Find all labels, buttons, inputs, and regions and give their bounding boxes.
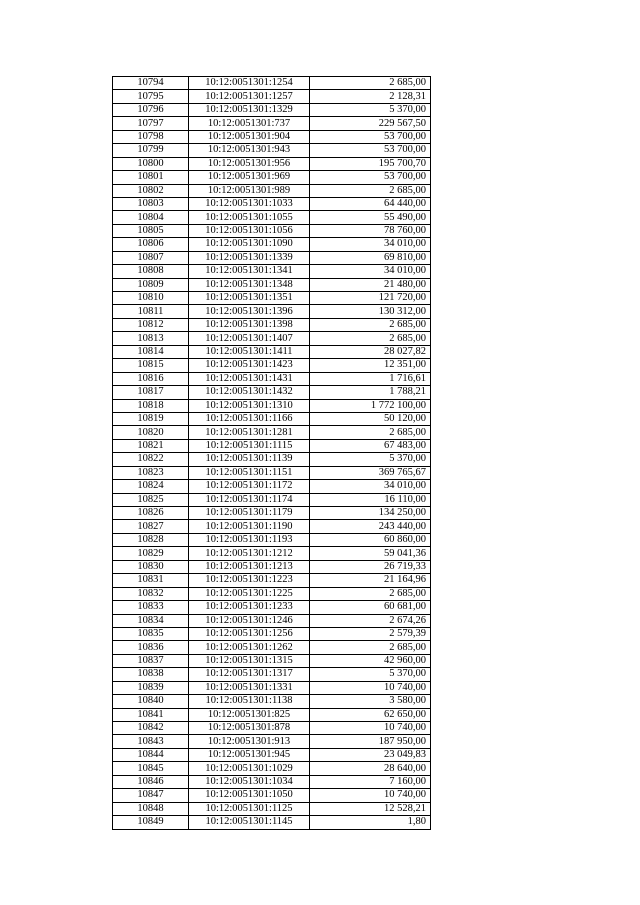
table-row	[113, 507, 431, 520]
table-row	[113, 318, 431, 331]
table-row	[113, 144, 431, 157]
cadastral-number-cell: 10:12:0051301:1348	[189, 278, 310, 291]
cadastral-number-cell: 10:12:0051301:1341	[189, 265, 310, 278]
table-row	[113, 789, 431, 802]
row-number-cell: 10833	[113, 601, 189, 614]
cadastral-number-cell: 10:12:0051301:1055	[189, 211, 310, 224]
row-number-cell: 10819	[113, 412, 189, 425]
cadastral-number-cell: 10:12:0051301:1246	[189, 614, 310, 627]
value-cell: 34 010,00	[310, 238, 431, 251]
value-cell: 59 041,36	[310, 547, 431, 560]
cadastral-number-cell: 10:12:0051301:1139	[189, 453, 310, 466]
value-cell: 2 579,39	[310, 627, 431, 640]
table-row	[113, 439, 431, 452]
table-row	[113, 251, 431, 264]
cadastral-number-cell: 10:12:0051301:1431	[189, 372, 310, 385]
cadastral-number-cell: 10:12:0051301:1331	[189, 681, 310, 694]
table-row	[113, 493, 431, 506]
row-number-cell: 10849	[113, 816, 189, 829]
value-cell: 10 740,00	[310, 681, 431, 694]
cadastral-number-cell: 10:12:0051301:1056	[189, 224, 310, 237]
cadastral-number-cell: 10:12:0051301:1396	[189, 305, 310, 318]
value-cell: 42 960,00	[310, 654, 431, 667]
table-row	[113, 722, 431, 735]
row-number-cell: 10831	[113, 574, 189, 587]
value-cell: 34 010,00	[310, 265, 431, 278]
row-number-cell: 10844	[113, 748, 189, 761]
value-cell: 229 567,50	[310, 117, 431, 130]
row-number-cell: 10808	[113, 265, 189, 278]
cadastral-number-cell: 10:12:0051301:1233	[189, 601, 310, 614]
table-row	[113, 211, 431, 224]
row-number-cell: 10815	[113, 359, 189, 372]
cadastral-number-cell: 10:12:0051301:1315	[189, 654, 310, 667]
row-number-cell: 10830	[113, 560, 189, 573]
table-row	[113, 278, 431, 291]
table-row	[113, 399, 431, 412]
cadastral-number-cell: 10:12:0051301:1145	[189, 816, 310, 829]
row-number-cell: 10803	[113, 197, 189, 210]
value-cell: 53 700,00	[310, 171, 431, 184]
value-cell: 23 049,83	[310, 748, 431, 761]
row-number-cell: 10828	[113, 533, 189, 546]
value-cell: 12 528,21	[310, 802, 431, 815]
table-row	[113, 372, 431, 385]
table-row	[113, 681, 431, 694]
table-row	[113, 453, 431, 466]
table-row	[113, 574, 431, 587]
table-row	[113, 157, 431, 170]
cadastral-number-cell: 10:12:0051301:989	[189, 184, 310, 197]
row-number-cell: 10818	[113, 399, 189, 412]
row-number-cell: 10829	[113, 547, 189, 560]
row-number-cell: 10845	[113, 762, 189, 775]
value-cell: 26 719,33	[310, 560, 431, 573]
value-cell: 62 650,00	[310, 708, 431, 721]
table-row	[113, 762, 431, 775]
value-cell: 34 010,00	[310, 480, 431, 493]
cadastral-number-cell: 10:12:0051301:1033	[189, 197, 310, 210]
cadastral-number-cell: 10:12:0051301:1166	[189, 412, 310, 425]
row-number-cell: 10798	[113, 130, 189, 143]
cadastral-number-cell: 10:12:0051301:1339	[189, 251, 310, 264]
table-row	[113, 480, 431, 493]
row-number-cell: 10820	[113, 426, 189, 439]
table-row	[113, 614, 431, 627]
cadastral-number-cell: 10:12:0051301:825	[189, 708, 310, 721]
row-number-cell: 10817	[113, 386, 189, 399]
value-cell: 5 370,00	[310, 668, 431, 681]
table-row	[113, 359, 431, 372]
value-cell: 53 700,00	[310, 144, 431, 157]
cadastral-number-cell: 10:12:0051301:1317	[189, 668, 310, 681]
value-cell: 2 685,00	[310, 184, 431, 197]
value-cell: 3 580,00	[310, 695, 431, 708]
cadastral-number-cell: 10:12:0051301:1138	[189, 695, 310, 708]
cadastral-number-cell: 10:12:0051301:1256	[189, 627, 310, 640]
value-cell: 12 351,00	[310, 359, 431, 372]
row-number-cell: 10813	[113, 332, 189, 345]
value-cell: 55 490,00	[310, 211, 431, 224]
table-row	[113, 775, 431, 788]
cadastral-number-cell: 10:12:0051301:1225	[189, 587, 310, 600]
table-row	[113, 117, 431, 130]
cadastral-number-cell: 10:12:0051301:1281	[189, 426, 310, 439]
cadastral-number-cell: 10:12:0051301:1223	[189, 574, 310, 587]
table-row	[113, 292, 431, 305]
cadastral-number-cell: 10:12:0051301:1254	[189, 77, 310, 90]
table-row	[113, 171, 431, 184]
cadastral-number-cell: 10:12:0051301:943	[189, 144, 310, 157]
cadastral-number-cell: 10:12:0051301:1090	[189, 238, 310, 251]
row-number-cell: 10839	[113, 681, 189, 694]
table-row	[113, 641, 431, 654]
value-cell: 28 640,00	[310, 762, 431, 775]
cadastral-number-cell: 10:12:0051301:1432	[189, 386, 310, 399]
row-number-cell: 10807	[113, 251, 189, 264]
table-row	[113, 654, 431, 667]
row-number-cell: 10800	[113, 157, 189, 170]
value-cell: 67 483,00	[310, 439, 431, 452]
row-number-cell: 10795	[113, 90, 189, 103]
value-cell: 16 110,00	[310, 493, 431, 506]
table-row	[113, 184, 431, 197]
table-row	[113, 224, 431, 237]
cadastral-number-cell: 10:12:0051301:1050	[189, 789, 310, 802]
row-number-cell: 10840	[113, 695, 189, 708]
row-number-cell: 10801	[113, 171, 189, 184]
row-number-cell: 10823	[113, 466, 189, 479]
table-row	[113, 533, 431, 546]
cadastral-number-cell: 10:12:0051301:1351	[189, 292, 310, 305]
row-number-cell: 10837	[113, 654, 189, 667]
cadastral-number-cell: 10:12:0051301:945	[189, 748, 310, 761]
row-number-cell: 10796	[113, 103, 189, 116]
row-number-cell: 10799	[113, 144, 189, 157]
table-body	[113, 77, 431, 830]
row-number-cell: 10847	[113, 789, 189, 802]
table-row	[113, 197, 431, 210]
table-row	[113, 735, 431, 748]
value-cell: 78 760,00	[310, 224, 431, 237]
value-cell: 64 440,00	[310, 197, 431, 210]
table-row	[113, 695, 431, 708]
row-number-cell: 10846	[113, 775, 189, 788]
row-number-cell: 10842	[113, 722, 189, 735]
value-cell: 243 440,00	[310, 520, 431, 533]
row-number-cell: 10822	[113, 453, 189, 466]
table-row	[113, 816, 431, 829]
table-row	[113, 748, 431, 761]
cadastral-number-cell: 10:12:0051301:1029	[189, 762, 310, 775]
row-number-cell: 10816	[113, 372, 189, 385]
cadastral-number-cell: 10:12:0051301:1213	[189, 560, 310, 573]
row-number-cell: 10834	[113, 614, 189, 627]
value-cell: 2 685,00	[310, 641, 431, 654]
row-number-cell: 10809	[113, 278, 189, 291]
table-row	[113, 103, 431, 116]
row-number-cell: 10814	[113, 345, 189, 358]
cadastral-number-cell: 10:12:0051301:1310	[189, 399, 310, 412]
row-number-cell: 10821	[113, 439, 189, 452]
value-cell: 10 740,00	[310, 722, 431, 735]
value-cell: 7 160,00	[310, 775, 431, 788]
row-number-cell: 10843	[113, 735, 189, 748]
cadastral-number-cell: 10:12:0051301:913	[189, 735, 310, 748]
value-cell: 2 685,00	[310, 77, 431, 90]
value-cell: 195 700,70	[310, 157, 431, 170]
table-row	[113, 426, 431, 439]
row-number-cell: 10805	[113, 224, 189, 237]
table-row	[113, 547, 431, 560]
cadastral-number-cell: 10:12:0051301:1411	[189, 345, 310, 358]
value-cell: 1 716,61	[310, 372, 431, 385]
row-number-cell: 10826	[113, 507, 189, 520]
row-number-cell: 10825	[113, 493, 189, 506]
cadastral-number-cell: 10:12:0051301:1193	[189, 533, 310, 546]
value-cell: 69 810,00	[310, 251, 431, 264]
value-cell: 2 685,00	[310, 318, 431, 331]
row-number-cell: 10802	[113, 184, 189, 197]
row-number-cell: 10827	[113, 520, 189, 533]
table-row	[113, 90, 431, 103]
row-number-cell: 10835	[113, 627, 189, 640]
row-number-cell: 10810	[113, 292, 189, 305]
row-number-cell: 10812	[113, 318, 189, 331]
value-cell: 60 860,00	[310, 533, 431, 546]
row-number-cell: 10832	[113, 587, 189, 600]
value-cell: 60 681,00	[310, 601, 431, 614]
cadastral-number-cell: 10:12:0051301:1190	[189, 520, 310, 533]
table-row	[113, 305, 431, 318]
table-row	[113, 802, 431, 815]
value-cell: 130 312,00	[310, 305, 431, 318]
row-number-cell: 10806	[113, 238, 189, 251]
table-row	[113, 412, 431, 425]
value-cell: 2 685,00	[310, 332, 431, 345]
value-cell: 28 027,82	[310, 345, 431, 358]
value-cell: 2 128,31	[310, 90, 431, 103]
value-cell: 1 788,21	[310, 386, 431, 399]
row-number-cell: 10797	[113, 117, 189, 130]
row-number-cell: 10841	[113, 708, 189, 721]
row-number-cell: 10848	[113, 802, 189, 815]
cadastral-number-cell: 10:12:0051301:1407	[189, 332, 310, 345]
cadastral-number-cell: 10:12:0051301:1262	[189, 641, 310, 654]
row-number-cell: 10811	[113, 305, 189, 318]
value-cell: 2 674,26	[310, 614, 431, 627]
table-row	[113, 345, 431, 358]
value-cell: 53 700,00	[310, 130, 431, 143]
cadastral-number-cell: 10:12:0051301:1125	[189, 802, 310, 815]
cadastral-number-cell: 10:12:0051301:878	[189, 722, 310, 735]
row-number-cell: 10836	[113, 641, 189, 654]
value-cell: 121 720,00	[310, 292, 431, 305]
value-cell: 21 480,00	[310, 278, 431, 291]
row-number-cell: 10804	[113, 211, 189, 224]
row-number-cell: 10794	[113, 77, 189, 90]
table-row	[113, 332, 431, 345]
value-cell: 2 685,00	[310, 587, 431, 600]
cadastral-number-cell: 10:12:0051301:1212	[189, 547, 310, 560]
cadastral-number-cell: 10:12:0051301:1172	[189, 480, 310, 493]
cadastral-number-cell: 10:12:0051301:1329	[189, 103, 310, 116]
table-row	[113, 627, 431, 640]
cadastral-number-cell: 10:12:0051301:737	[189, 117, 310, 130]
cadastral-number-cell: 10:12:0051301:1257	[189, 90, 310, 103]
table-row	[113, 386, 431, 399]
value-cell: 50 120,00	[310, 412, 431, 425]
value-cell: 5 370,00	[310, 103, 431, 116]
row-number-cell: 10838	[113, 668, 189, 681]
value-cell: 2 685,00	[310, 426, 431, 439]
table-row	[113, 668, 431, 681]
table-row	[113, 708, 431, 721]
table-row	[113, 238, 431, 251]
cadastral-number-cell: 10:12:0051301:1115	[189, 439, 310, 452]
cadastral-number-cell: 10:12:0051301:956	[189, 157, 310, 170]
table-row	[113, 130, 431, 143]
table-row	[113, 520, 431, 533]
value-cell: 1,80	[310, 816, 431, 829]
cadastral-number-cell: 10:12:0051301:1398	[189, 318, 310, 331]
value-cell: 5 370,00	[310, 453, 431, 466]
value-cell: 134 250,00	[310, 507, 431, 520]
row-number-cell: 10824	[113, 480, 189, 493]
cadastral-table	[112, 76, 431, 830]
table-row	[113, 466, 431, 479]
value-cell: 21 164,96	[310, 574, 431, 587]
value-cell: 187 950,00	[310, 735, 431, 748]
table-row	[113, 265, 431, 278]
cadastral-number-cell: 10:12:0051301:1423	[189, 359, 310, 372]
table-row	[113, 601, 431, 614]
cadastral-number-cell: 10:12:0051301:1034	[189, 775, 310, 788]
value-cell: 1 772 100,00	[310, 399, 431, 412]
table-row	[113, 587, 431, 600]
value-cell: 369 765,67	[310, 466, 431, 479]
cadastral-number-cell: 10:12:0051301:1179	[189, 507, 310, 520]
table-row	[113, 77, 431, 90]
cadastral-number-cell: 10:12:0051301:1151	[189, 466, 310, 479]
cadastral-number-cell: 10:12:0051301:904	[189, 130, 310, 143]
cadastral-number-cell: 10:12:0051301:969	[189, 171, 310, 184]
table-row	[113, 560, 431, 573]
value-cell: 10 740,00	[310, 789, 431, 802]
cadastral-number-cell: 10:12:0051301:1174	[189, 493, 310, 506]
